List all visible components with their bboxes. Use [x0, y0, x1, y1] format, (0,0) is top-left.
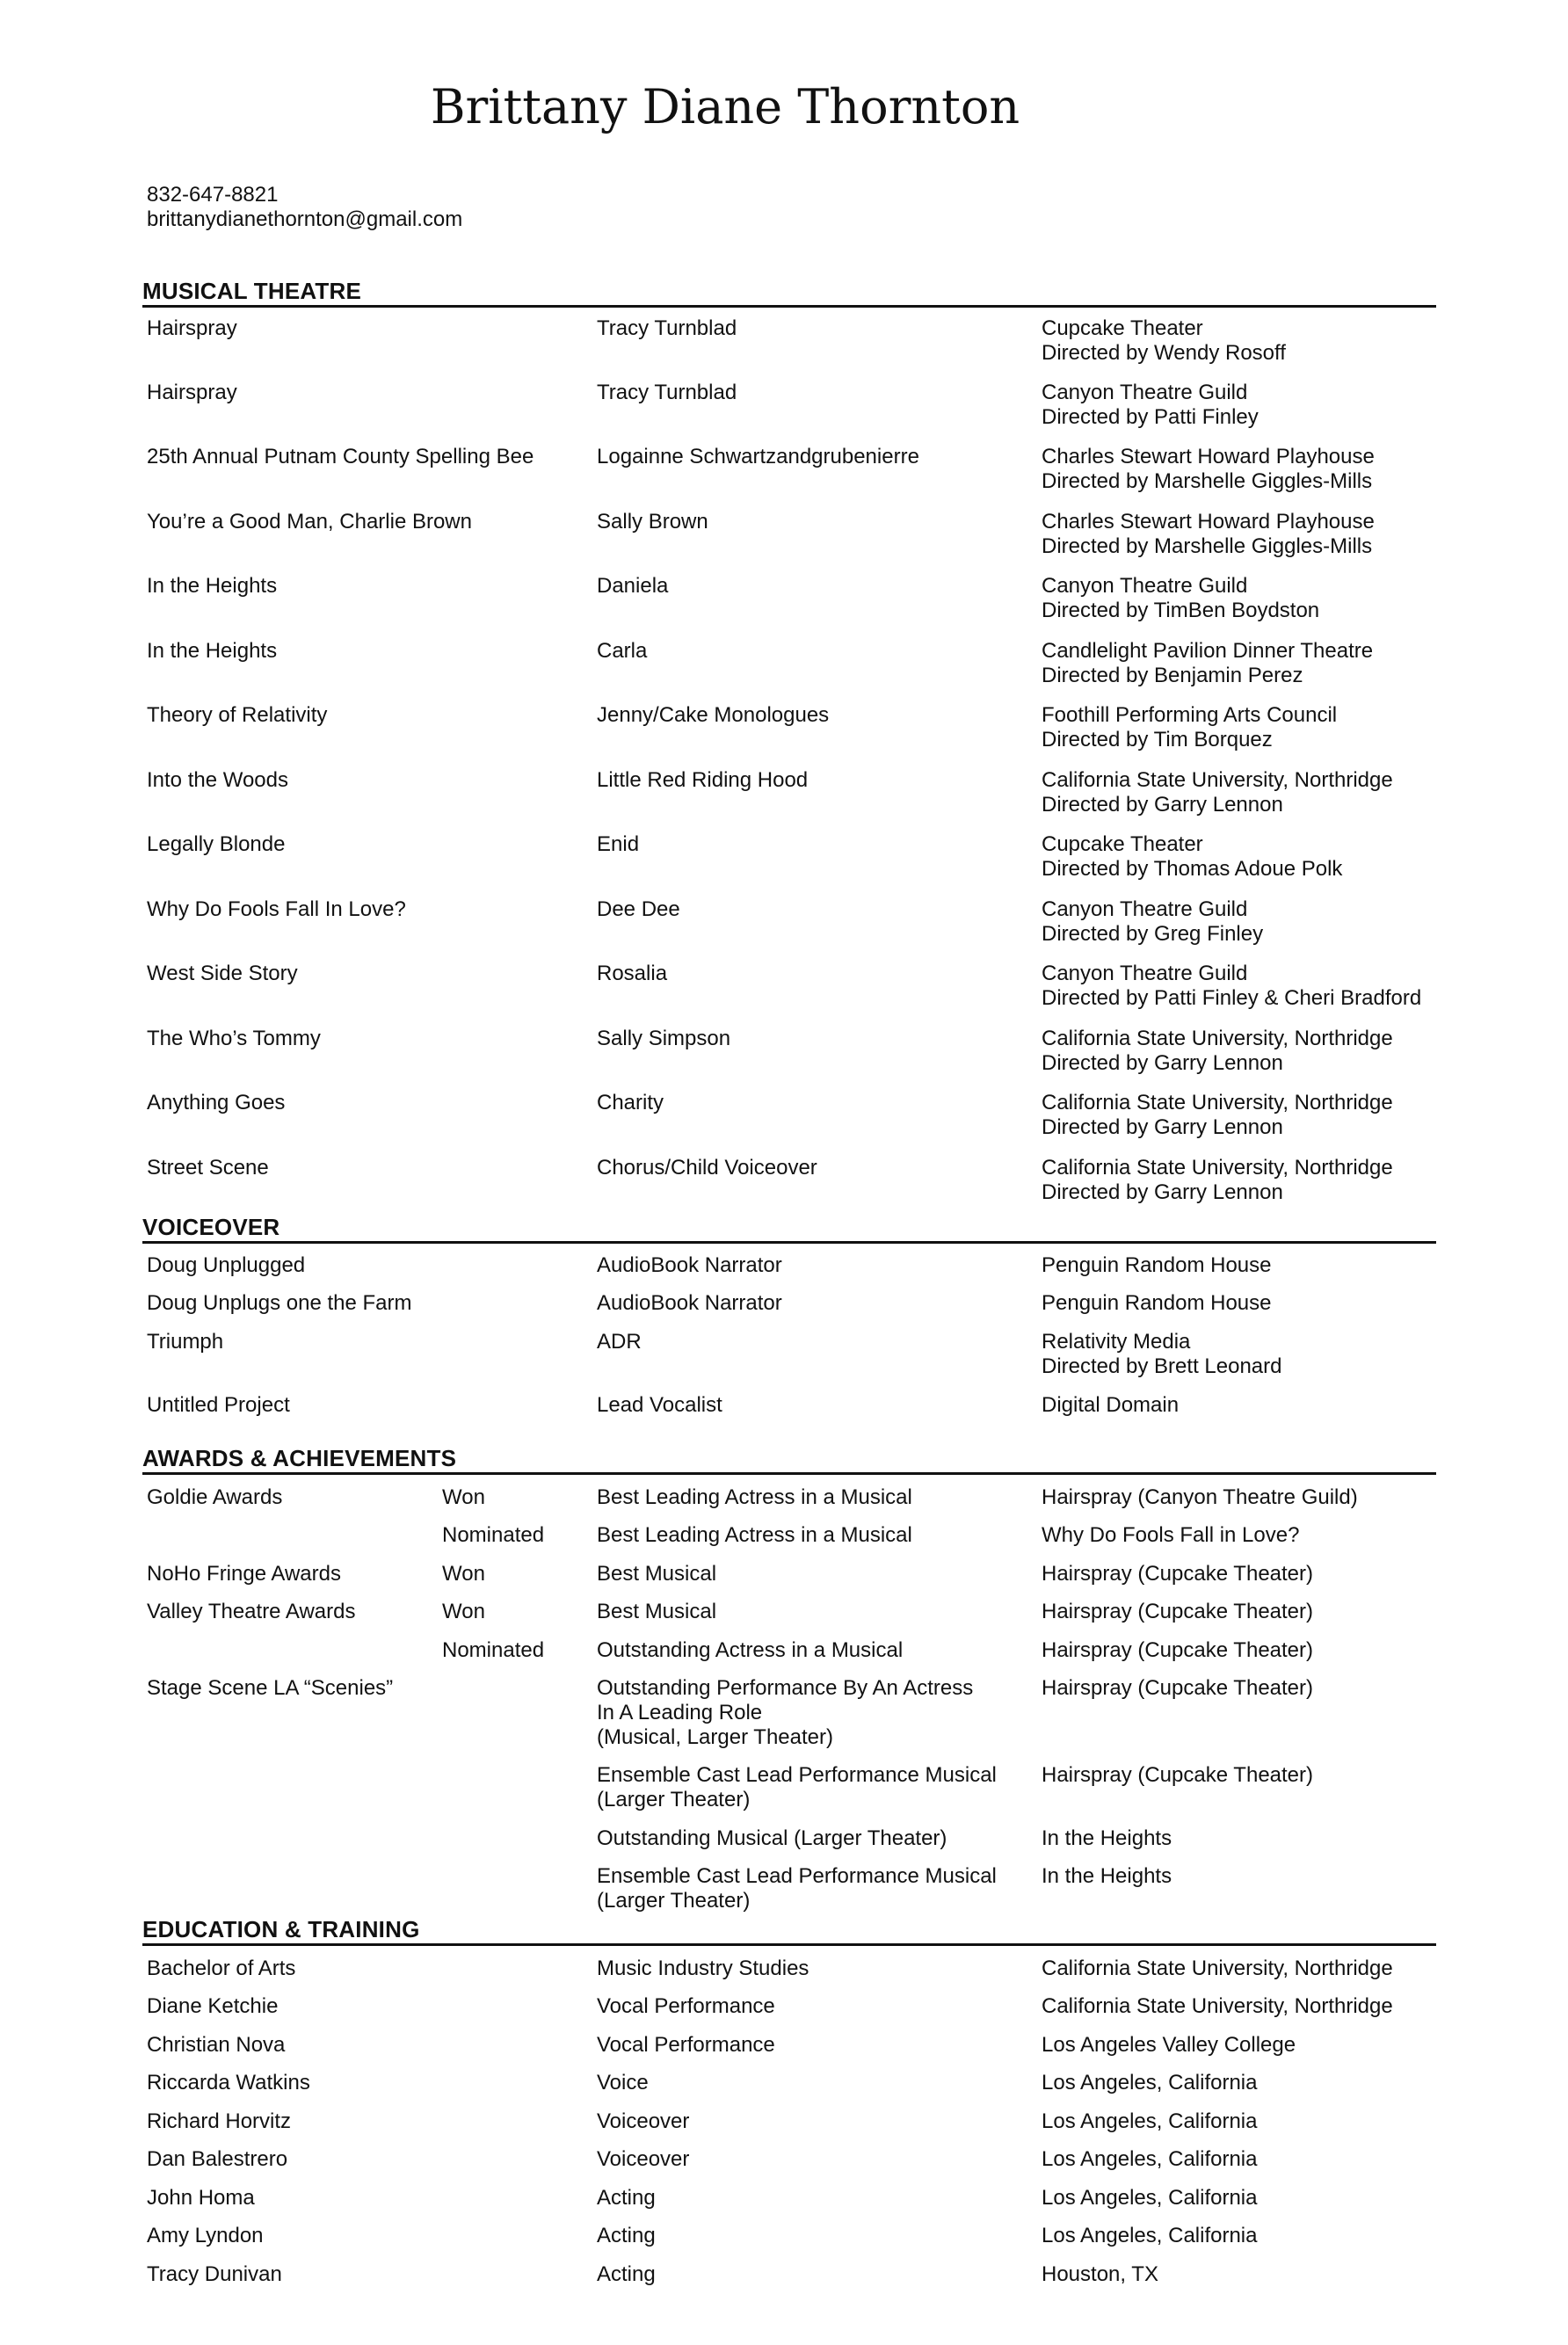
project-title: Doug Unplugs one the Farm [147, 1291, 412, 1315]
training-place: California State University, Northridge [1042, 1957, 1393, 1980]
training-subject: Voice [597, 2071, 649, 2095]
award-name: Valley Theatre Awards [147, 1600, 356, 1623]
company-name: Penguin Random House [1042, 1291, 1272, 1315]
teacher-name: Tracy Dunivan [147, 2262, 282, 2286]
training-subject: Vocal Performance [597, 1994, 775, 2018]
section-heading-musical-theatre: MUSICAL THEATRE [142, 278, 1436, 308]
director-name: Directed by Garry Lennon [1042, 1051, 1283, 1075]
venue-name: Cupcake Theater [1042, 832, 1203, 856]
award-status: Won [442, 1485, 485, 1509]
venue-info [1042, 316, 1286, 366]
training-place: Los Angeles, California [1042, 2224, 1258, 2247]
role-name: Dee Dee [597, 897, 680, 921]
award-status: Won [442, 1600, 485, 1623]
award-name: Goldie Awards [147, 1485, 283, 1509]
role-name: Tracy Turnblad [597, 316, 737, 340]
venue-name: California State University, Northridge [1042, 1156, 1393, 1180]
show-title: The Who’s Tommy [147, 1027, 321, 1050]
contact-info [147, 183, 462, 232]
role-name: Carla [597, 639, 648, 663]
show-title: West Side Story [147, 962, 298, 985]
project-title: Triumph [147, 1330, 224, 1354]
venue-name: California State University, Northridge [1042, 768, 1393, 792]
award-production: Hairspray (Cupcake Theater) [1042, 1676, 1314, 1700]
role-name: Jenny/Cake Monologues [597, 703, 830, 727]
director-name: Directed by Garry Lennon [1042, 793, 1283, 817]
project-title: Doug Unplugged [147, 1253, 306, 1277]
show-title: Why Do Fools Fall In Love? [147, 897, 406, 921]
award-category: Outstanding Musical (Larger Theater) [597, 1826, 947, 1850]
award-status: Nominated [442, 1638, 545, 1662]
award-category: Best Musical [597, 1562, 717, 1586]
training-subject: Voiceover [597, 2109, 690, 2133]
show-title: In the Heights [147, 574, 278, 598]
show-title: Anything Goes [147, 1091, 286, 1114]
venue-info [1042, 703, 1337, 752]
venue-name: Candlelight Pavilion Dinner Theatre [1042, 639, 1374, 663]
award-category: Best Leading Actress in a Musical [597, 1523, 912, 1547]
award-production: Hairspray (Canyon Theatre Guild) [1042, 1485, 1358, 1509]
role-name: Sally Simpson [597, 1027, 731, 1050]
training-subject: Music Industry Studies [597, 1957, 809, 1980]
award-production: Hairspray (Cupcake Theater) [1042, 1638, 1314, 1662]
role-name: Rosalia [597, 962, 668, 985]
venue-info [1042, 510, 1375, 559]
show-title: You’re a Good Man, Charlie Brown [147, 510, 472, 534]
venue-info [1042, 1156, 1393, 1205]
show-title: 25th Annual Putnam County Spelling Bee [147, 445, 534, 468]
venue-info [1042, 1027, 1393, 1076]
training-subject: Acting [597, 2224, 656, 2247]
teacher-name: Diane Ketchie [147, 1994, 279, 2018]
venue-info [1042, 381, 1259, 430]
role-name: AudioBook Narrator [597, 1253, 782, 1277]
award-status: Nominated [442, 1523, 545, 1547]
venue-name: Foothill Performing Arts Council [1042, 703, 1338, 727]
resume-name: Brittany Diane Thornton [430, 79, 1020, 134]
email-address: brittanydianethornton@gmail.com [147, 207, 463, 231]
teacher-name: John Homa [147, 2186, 255, 2210]
training-place: Los Angeles, California [1042, 2071, 1258, 2095]
venue-name: Canyon Theatre Guild [1042, 962, 1248, 985]
show-title: Into the Woods [147, 768, 288, 792]
training-place: Los Angeles Valley College [1042, 2033, 1296, 2057]
role-name: Daniela [597, 574, 669, 598]
training-subject: Acting [597, 2186, 656, 2210]
teacher-name: Bachelor of Arts [147, 1957, 296, 1980]
director-name: Directed by Benjamin Perez [1042, 664, 1303, 687]
role-name: AudioBook Narrator [597, 1291, 782, 1315]
show-title: Street Scene [147, 1156, 269, 1180]
venue-name: Charles Stewart Howard Playhouse [1042, 445, 1375, 468]
award-production: In the Heights [1042, 1864, 1172, 1888]
venue-info [1042, 768, 1393, 817]
award-category: Best Musical [597, 1600, 717, 1623]
training-place: Los Angeles, California [1042, 2109, 1258, 2133]
award-production: In the Heights [1042, 1826, 1172, 1850]
role-name: Tracy Turnblad [597, 381, 737, 404]
director-name: Directed by Garry Lennon [1042, 1115, 1283, 1139]
venue-info [1042, 445, 1375, 494]
role-name: Little Red Riding Hood [597, 768, 809, 792]
award-category: Outstanding Performance By An Actress In A Leading Role (Musical, Larger Theater) [597, 1676, 974, 1749]
show-title: Theory of Relativity [147, 703, 328, 727]
company-name: Penguin Random House [1042, 1253, 1272, 1277]
award-category: Outstanding Actress in a Musical [597, 1638, 904, 1662]
venue-name: California State University, Northridge [1042, 1091, 1393, 1114]
training-place: Houston, TX [1042, 2262, 1158, 2286]
director-name: Directed by Garry Lennon [1042, 1180, 1283, 1204]
training-subject: Voiceover [597, 2147, 690, 2171]
company-name: Digital Domain [1042, 1393, 1180, 1417]
project-title: Untitled Project [147, 1393, 290, 1417]
venue-name: Charles Stewart Howard Playhouse [1042, 510, 1375, 534]
award-name: NoHo Fringe Awards [147, 1562, 341, 1586]
award-category: Best Leading Actress in a Musical [597, 1485, 912, 1509]
venue-name: Canyon Theatre Guild [1042, 897, 1248, 921]
teacher-name: Richard Horvitz [147, 2109, 292, 2133]
award-production: Why Do Fools Fall in Love? [1042, 1523, 1300, 1547]
venue-info [1042, 574, 1319, 623]
venue-name: California State University, Northridge [1042, 1027, 1393, 1050]
role-name: Sally Brown [597, 510, 708, 534]
director-name: Directed by Wendy Rosoff [1042, 341, 1286, 365]
venue-name: Cupcake Theater [1042, 316, 1203, 340]
director-name: Directed by Thomas Adoue Polk [1042, 857, 1343, 881]
teacher-name: Amy Lyndon [147, 2224, 264, 2247]
director-name: Directed by Greg Finley [1042, 922, 1264, 946]
show-title: In the Heights [147, 639, 278, 663]
role-name: Logainne Schwartzandgrubenierre [597, 445, 919, 468]
venue-info [1042, 962, 1421, 1011]
venue-info [1042, 1091, 1393, 1140]
training-place: Los Angeles, California [1042, 2186, 1258, 2210]
role-name: Chorus/Child Voiceover [597, 1156, 817, 1180]
venue-info [1042, 832, 1342, 882]
venue-name: Canyon Theatre Guild [1042, 574, 1248, 598]
director-name: Directed by Brett Leonard [1042, 1354, 1282, 1378]
section-heading-education: EDUCATION & TRAINING [142, 1916, 1436, 1946]
phone-number: 832-647-8821 [147, 183, 279, 207]
teacher-name: Dan Balestrero [147, 2147, 288, 2171]
section-heading-voiceover: VOICEOVER [142, 1214, 1436, 1244]
director-name: Directed by Patti Finley & Cheri Bradford [1042, 986, 1422, 1010]
teacher-name: Riccarda Watkins [147, 2071, 310, 2095]
teacher-name: Christian Nova [147, 2033, 286, 2057]
company-info [1042, 1330, 1281, 1379]
show-title: Legally Blonde [147, 832, 286, 856]
award-production: Hairspray (Cupcake Theater) [1042, 1600, 1314, 1623]
training-place: Los Angeles, California [1042, 2147, 1258, 2171]
company-name: Relativity Media [1042, 1330, 1191, 1354]
director-name: Directed by Marshelle Giggles-Mills [1042, 469, 1373, 493]
venue-info [1042, 639, 1373, 688]
director-name: Directed by TimBen Boydston [1042, 599, 1320, 622]
award-category: Ensemble Cast Lead Performance Musical (Larger Theater) [597, 1864, 997, 1913]
director-name: Directed by Tim Borquez [1042, 728, 1273, 751]
venue-name: Canyon Theatre Guild [1042, 381, 1248, 404]
role-name: Lead Vocalist [597, 1393, 722, 1417]
section-heading-awards: AWARDS & ACHIEVEMENTS [142, 1445, 1436, 1475]
training-subject: Vocal Performance [597, 2033, 775, 2057]
role-name: Charity [597, 1091, 664, 1114]
training-subject: Acting [597, 2262, 656, 2286]
director-name: Directed by Patti Finley [1042, 405, 1259, 429]
award-status: Won [442, 1562, 485, 1586]
training-place: California State University, Northridge [1042, 1994, 1393, 2018]
venue-info [1042, 897, 1263, 947]
show-title: Hairspray [147, 316, 237, 340]
role-name: Enid [597, 832, 640, 856]
role-name: ADR [597, 1330, 642, 1354]
award-production: Hairspray (Cupcake Theater) [1042, 1763, 1314, 1787]
award-production: Hairspray (Cupcake Theater) [1042, 1562, 1314, 1586]
award-name: Stage Scene LA “Scenies” [147, 1676, 394, 1700]
award-category: Ensemble Cast Lead Performance Musical (Larger Theater) [597, 1763, 997, 1811]
director-name: Directed by Marshelle Giggles-Mills [1042, 534, 1373, 558]
show-title: Hairspray [147, 381, 237, 404]
